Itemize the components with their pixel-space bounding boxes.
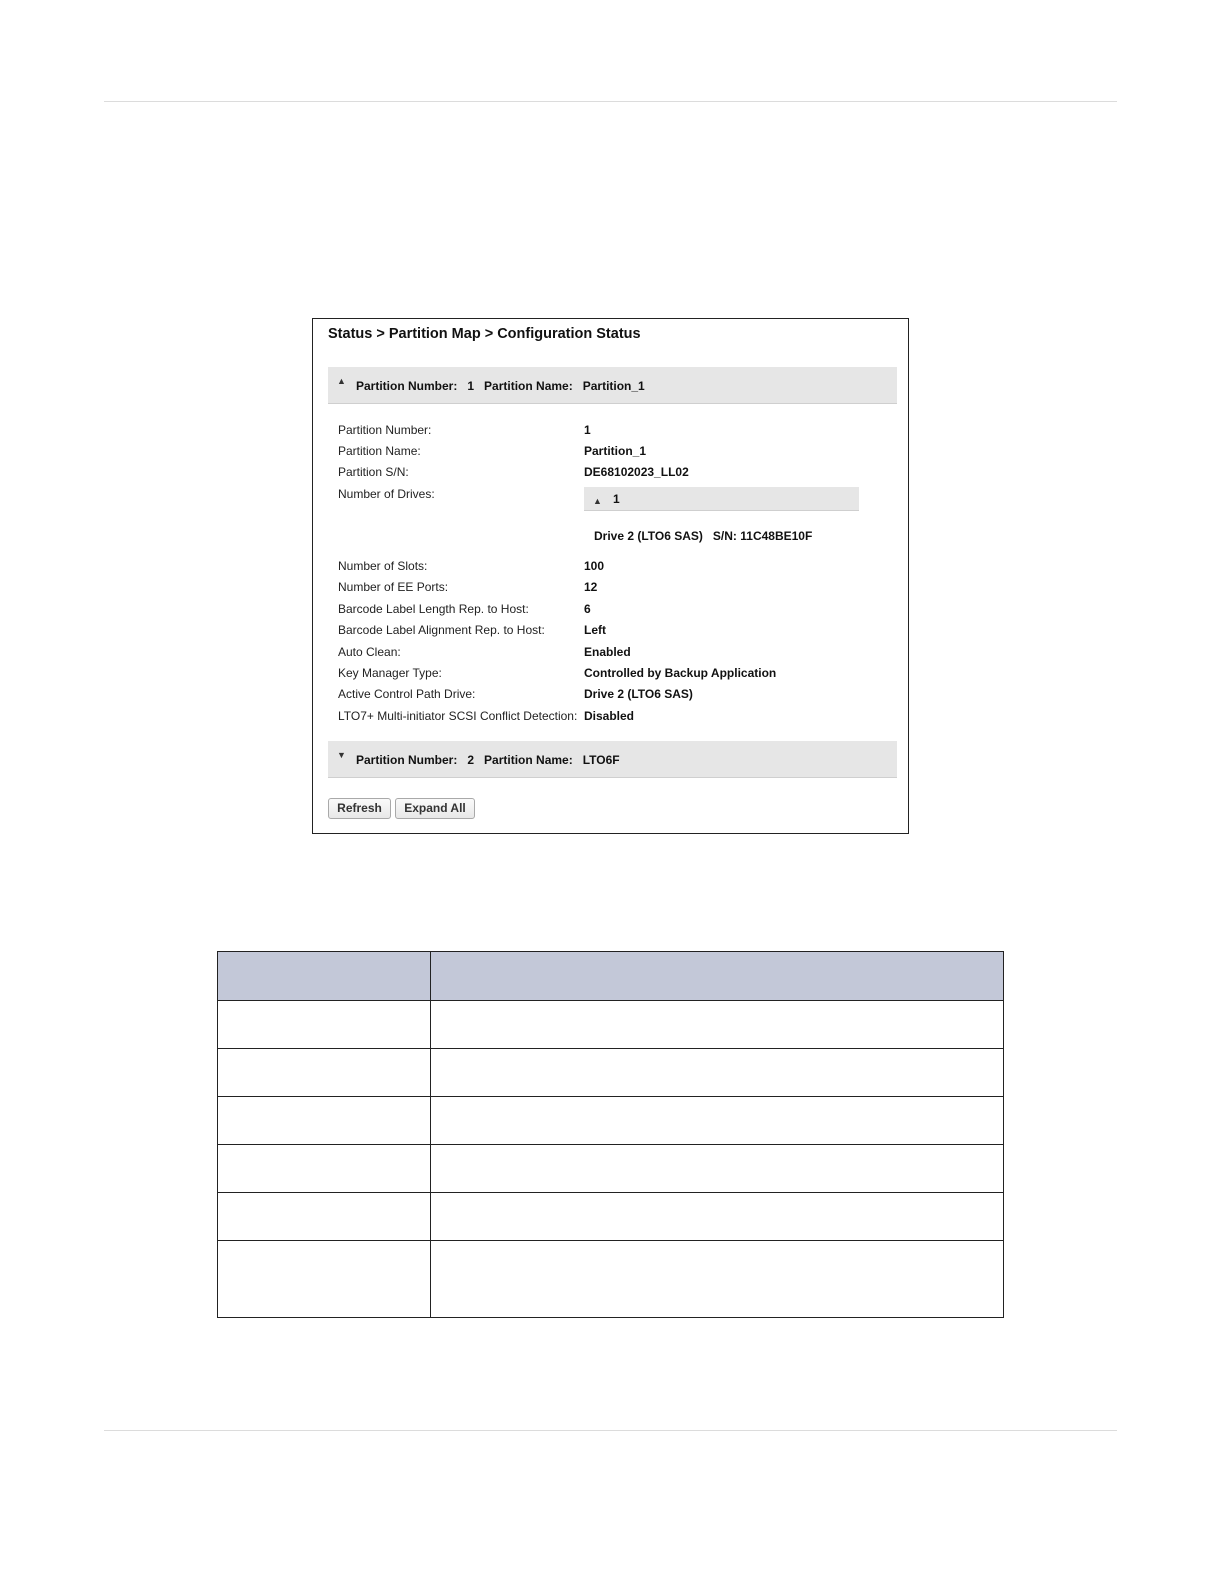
- detail-label: Partition Number:: [338, 423, 432, 437]
- table-cell: [218, 1145, 431, 1193]
- table-cell: [218, 1001, 431, 1049]
- detail-value: Enabled: [584, 645, 631, 659]
- caret-down-icon: ▼: [337, 750, 346, 760]
- partition-1-header[interactable]: [328, 367, 897, 404]
- table-cell: [218, 1241, 431, 1318]
- detail-label: Partition S/N:: [338, 465, 409, 479]
- detail-value: 12: [584, 580, 598, 594]
- table-cell: [218, 1049, 431, 1097]
- expand-all-button[interactable]: Expand All: [395, 798, 475, 819]
- detail-value: Drive 2 (LTO6 SAS): [584, 687, 693, 701]
- table-row: [218, 1145, 1004, 1193]
- configuration-status-panel: [312, 318, 909, 834]
- refresh-button[interactable]: Refresh: [328, 798, 391, 819]
- caret-up-icon: ▲: [593, 496, 602, 506]
- table-row: [218, 1001, 1004, 1049]
- detail-label: Number of Slots:: [338, 559, 428, 573]
- detail-value: Partition_1: [584, 444, 647, 458]
- detail-label: Barcode Label Alignment Rep. to Host:: [338, 623, 545, 637]
- detail-label: Partition Name:: [338, 444, 421, 458]
- detail-value: Left: [584, 623, 606, 637]
- detail-value: Controlled by Backup Application: [584, 666, 777, 680]
- detail-label: Number of Drives:: [338, 487, 435, 501]
- detail-label: Number of EE Ports:: [338, 580, 449, 594]
- detail-value: 100: [584, 559, 605, 573]
- table-row: [218, 1193, 1004, 1241]
- table-cell: [218, 1193, 431, 1241]
- caret-up-icon: ▲: [337, 376, 346, 386]
- description-table: [217, 951, 1004, 1318]
- partition-1-header-text: Partition Number: 1 Partition Name: Partition_1: [356, 379, 645, 393]
- table-header-row: [218, 952, 1004, 1001]
- detail-value: Disabled: [584, 709, 635, 723]
- table-cell: [431, 1145, 1004, 1193]
- drive-entry: Drive 2 (LTO6 SAS) S/N: 11C48BE10F: [594, 529, 813, 543]
- table-row: [218, 1049, 1004, 1097]
- detail-label: Barcode Label Length Rep. to Host:: [338, 602, 529, 616]
- table-row: [218, 1241, 1004, 1318]
- table-cell: [431, 1241, 1004, 1318]
- table-header-cell: [218, 952, 431, 1001]
- breadcrumb: Status > Partition Map > Configuration Status: [328, 326, 641, 342]
- table-cell: [431, 1193, 1004, 1241]
- table-header-cell: [431, 952, 1004, 1001]
- drives-expander[interactable]: [584, 487, 859, 511]
- detail-label: LTO7+ Multi-initiator SCSI Conflict Detection:: [338, 709, 578, 723]
- detail-value: 6: [584, 602, 591, 616]
- detail-label: Active Control Path Drive:: [338, 687, 476, 701]
- page-header-rule: [104, 101, 1117, 102]
- detail-label: Auto Clean:: [338, 645, 401, 659]
- partition-2-header[interactable]: [328, 741, 897, 778]
- table-cell: [431, 1049, 1004, 1097]
- table-row: [218, 1097, 1004, 1145]
- detail-value: DE68102023_LL02: [584, 465, 689, 479]
- detail-value: 1: [584, 423, 591, 437]
- partition-2-header-text: Partition Number: 2 Partition Name: LTO6F: [356, 753, 620, 767]
- table-cell: [431, 1001, 1004, 1049]
- table-cell: [431, 1097, 1004, 1145]
- page-footer-rule: [104, 1430, 1117, 1431]
- drives-count: 1: [613, 492, 620, 506]
- table-cell: [218, 1097, 431, 1145]
- detail-label: Key Manager Type:: [338, 666, 442, 680]
